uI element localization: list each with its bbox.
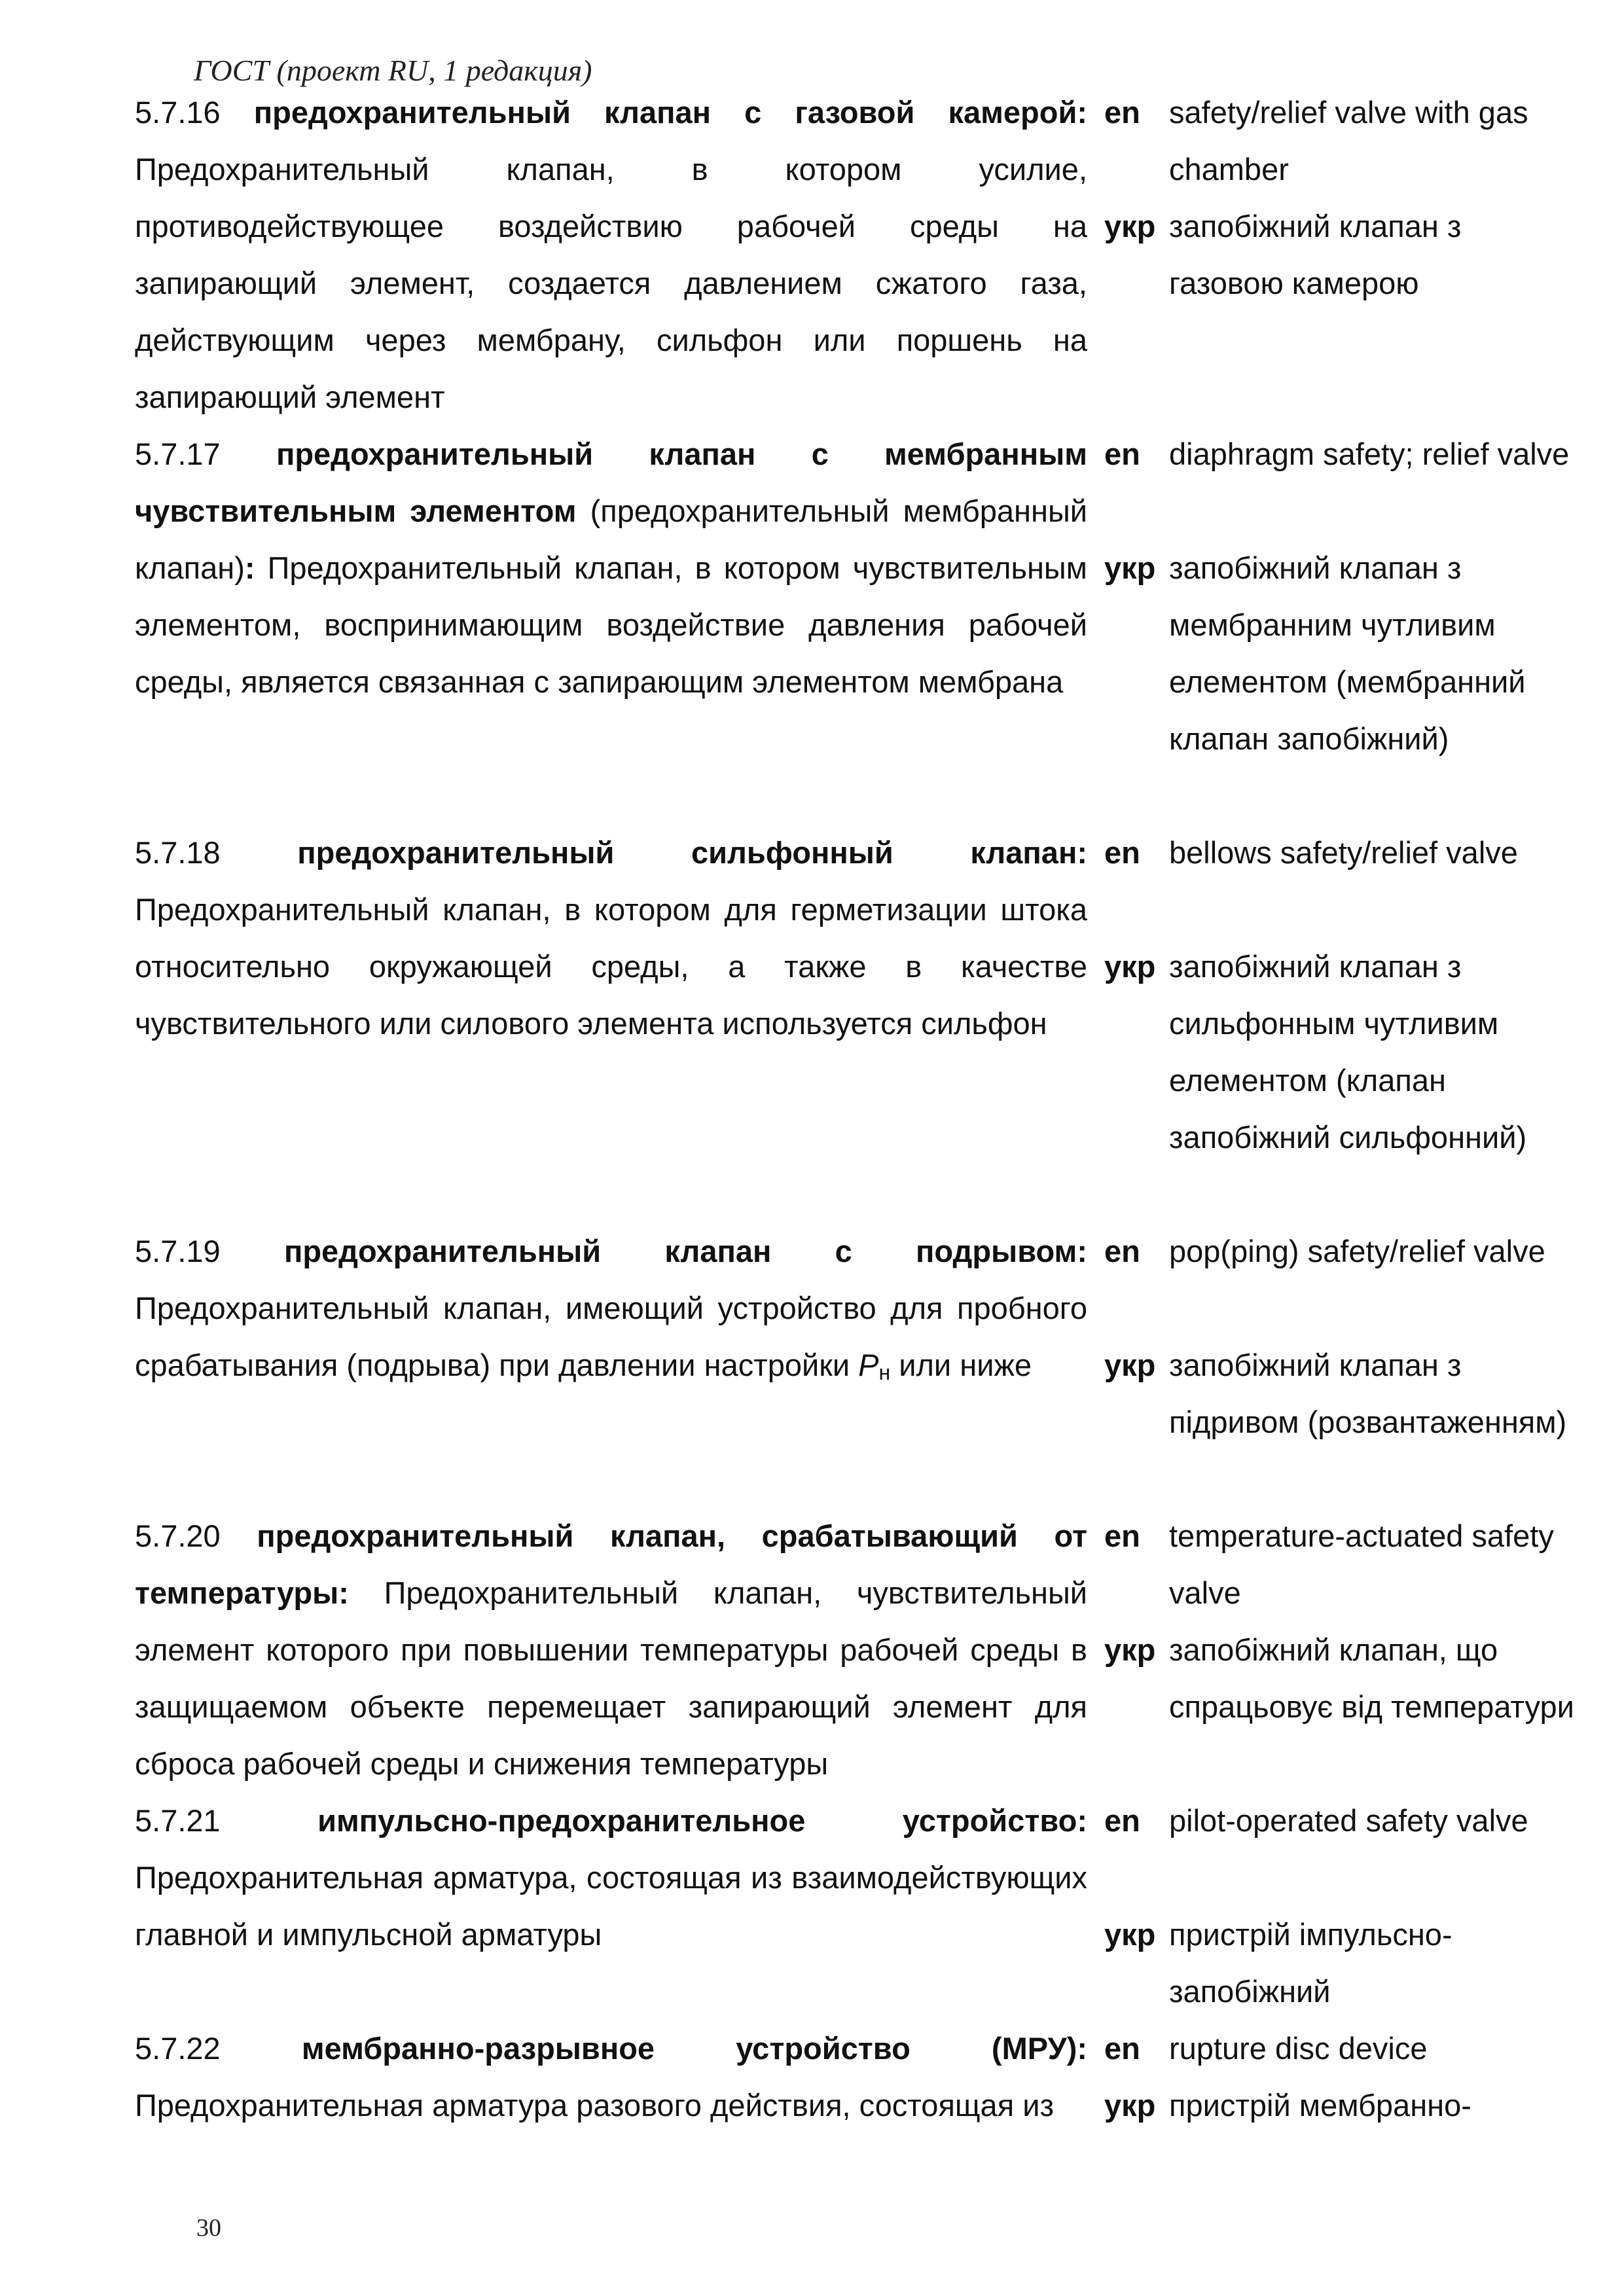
- term-number: 5.7.17: [135, 437, 221, 471]
- translation-en: bellows safety/relief valve: [1169, 835, 1518, 870]
- term-definition: [135, 425, 1087, 824]
- term-number: 5.7.22: [135, 2031, 221, 2066]
- term-number: 5.7.18: [135, 835, 221, 870]
- translations: [1087, 1223, 1575, 1507]
- term-entry-5-7-21: [135, 1792, 1575, 2020]
- translations: [1087, 824, 1575, 1223]
- document-header: ГОСТ (проект RU, 1 редакция): [194, 54, 592, 87]
- term-definition: [135, 84, 1087, 425]
- pressure-symbol-subscript: н: [878, 1361, 891, 1384]
- translations: [1087, 1507, 1575, 1792]
- translation-en: safety/relief valve with gas chamber: [1169, 95, 1528, 187]
- term-definition: [135, 824, 1087, 1223]
- translations: [1087, 1792, 1575, 2020]
- term-title: предохранительный клапан с мембранным чувствительным элементом: [135, 437, 1088, 528]
- term-title: предохранительный клапан с подрывом:: [283, 1234, 1087, 1268]
- lang-label-en: en: [1104, 1234, 1140, 1268]
- lang-label-en: en: [1104, 95, 1140, 130]
- term-definition: [135, 2020, 1087, 2134]
- translation-en: pilot-operated safety valve: [1169, 1803, 1528, 1838]
- pressure-symbol: P: [858, 1348, 879, 1382]
- term-entry-5-7-22: [135, 2020, 1575, 2134]
- lang-label-uk: укр: [1104, 949, 1156, 984]
- translation-en: temperature-actuated safety valve: [1169, 1518, 1554, 1610]
- terms-list: [135, 84, 1575, 2134]
- lang-label-en: en: [1104, 1518, 1140, 1553]
- term-entry-5-7-16: [135, 84, 1575, 425]
- term-note: (предохранительный мембранный клапан): [135, 493, 1087, 585]
- term-title: предохранительный клапан с газовой камерой:: [253, 95, 1087, 130]
- term-entry-5-7-19: [135, 1223, 1575, 1507]
- translation-uk: запобіжний клапан, що спрацьовує від температури: [1169, 1632, 1574, 1724]
- term-number: 5.7.20: [135, 1518, 221, 1553]
- term-description: Предохранительный клапан, имеющий устройство для пробного срабатывания (подрыва) при давлении настройки: [135, 1291, 1087, 1382]
- term-entry-5-7-20: [135, 1507, 1575, 1792]
- term-entry-5-7-17: [135, 425, 1575, 824]
- lang-label-uk: укр: [1104, 550, 1156, 585]
- term-description: Предохранительный клапан, чувствительный элемент которого при повышении температуры рабочей среды в защищаемом объекте перемещает запирающий элемент для сброса рабочей среды и снижения температуры: [135, 1575, 1088, 1781]
- translations: [1087, 84, 1575, 425]
- lang-label-uk: укр: [1104, 1917, 1156, 1952]
- term-number: 5.7.19: [135, 1234, 221, 1268]
- lang-label-uk: укр: [1104, 1348, 1156, 1382]
- lang-label-en: en: [1104, 437, 1140, 471]
- translation-uk: запобіжний клапан з газовою камерою: [1169, 209, 1462, 300]
- translation-uk: запобіжний клапан з сильфонным чутливим елементом (клапан запобіжний сильфонний): [1169, 949, 1527, 1155]
- term-number: 5.7.16: [135, 95, 221, 130]
- term-entry-5-7-18: [135, 824, 1575, 1223]
- term-definition: [135, 1223, 1087, 1507]
- term-description: Предохранительный клапан, в котором чувствительным элементом, воспринимающим воздействие давления рабочей среды, является связанная с запирающим элементом мембрана: [135, 550, 1087, 699]
- term-colon: :: [244, 550, 255, 585]
- lang-label-en: en: [1104, 1803, 1140, 1838]
- term-number: 5.7.21: [135, 1803, 221, 1838]
- translation-en: diaphragm safety; relief valve: [1169, 437, 1570, 471]
- term-description: Предохранительная арматура разового действия, состоящая из: [135, 2088, 1055, 2123]
- term-title: предохранительный клапан, срабатывающий от температуры:: [135, 1518, 1087, 1610]
- translation-uk: запобіжний клапан з підривом (розвантаженням): [1169, 1348, 1567, 1439]
- lang-label-uk: укр: [1104, 209, 1156, 243]
- term-definition: [135, 1792, 1087, 2020]
- term-title: мембранно-разрывное устройство (МРУ):: [301, 2031, 1088, 2066]
- term-description: Предохранительная арматура, состоящая из взаимодействующих главной и импульсной арматуры: [135, 1860, 1087, 1952]
- translation-uk: пристрій імпульсно-запобіжний: [1169, 1917, 1453, 2009]
- term-description-end: или ниже: [890, 1348, 1032, 1382]
- lang-label-uk: укр: [1104, 2088, 1156, 2123]
- lang-label-en: en: [1104, 835, 1140, 870]
- lang-label-uk: укр: [1104, 1632, 1156, 1667]
- term-description: Предохранительный клапан, в котором усилие, противодействующее воздействию рабочей среды на запирающий элемент, создается давлением сжатого газа, действующим через мембрану, сильфон или поршень на запирающий элемент: [135, 152, 1087, 414]
- translation-en: pop(ping) safety/relief valve: [1169, 1234, 1545, 1268]
- translation-uk: пристрій мембранно-: [1169, 2088, 1471, 2123]
- term-description: Предохранительный клапан, в котором для герметизации штока относительно окружающей среды, а также в качестве чувствительного или силового элемента используется сильфон: [135, 892, 1087, 1041]
- page-number: 30: [196, 2214, 221, 2242]
- translations: [1087, 2020, 1575, 2134]
- term-definition: [135, 1507, 1087, 1792]
- term-title: предохранительный сильфонный клапан:: [297, 835, 1087, 870]
- lang-label-en: en: [1104, 2031, 1140, 2066]
- translations: [1087, 425, 1575, 824]
- term-title: импульсно-предохранительное устройство:: [317, 1803, 1087, 1838]
- translation-en: rupture disc device: [1169, 2031, 1428, 2066]
- translation-uk: запобіжний клапан з мембранним чутливим елементом (мембранний клапан запобіжний): [1169, 550, 1526, 756]
